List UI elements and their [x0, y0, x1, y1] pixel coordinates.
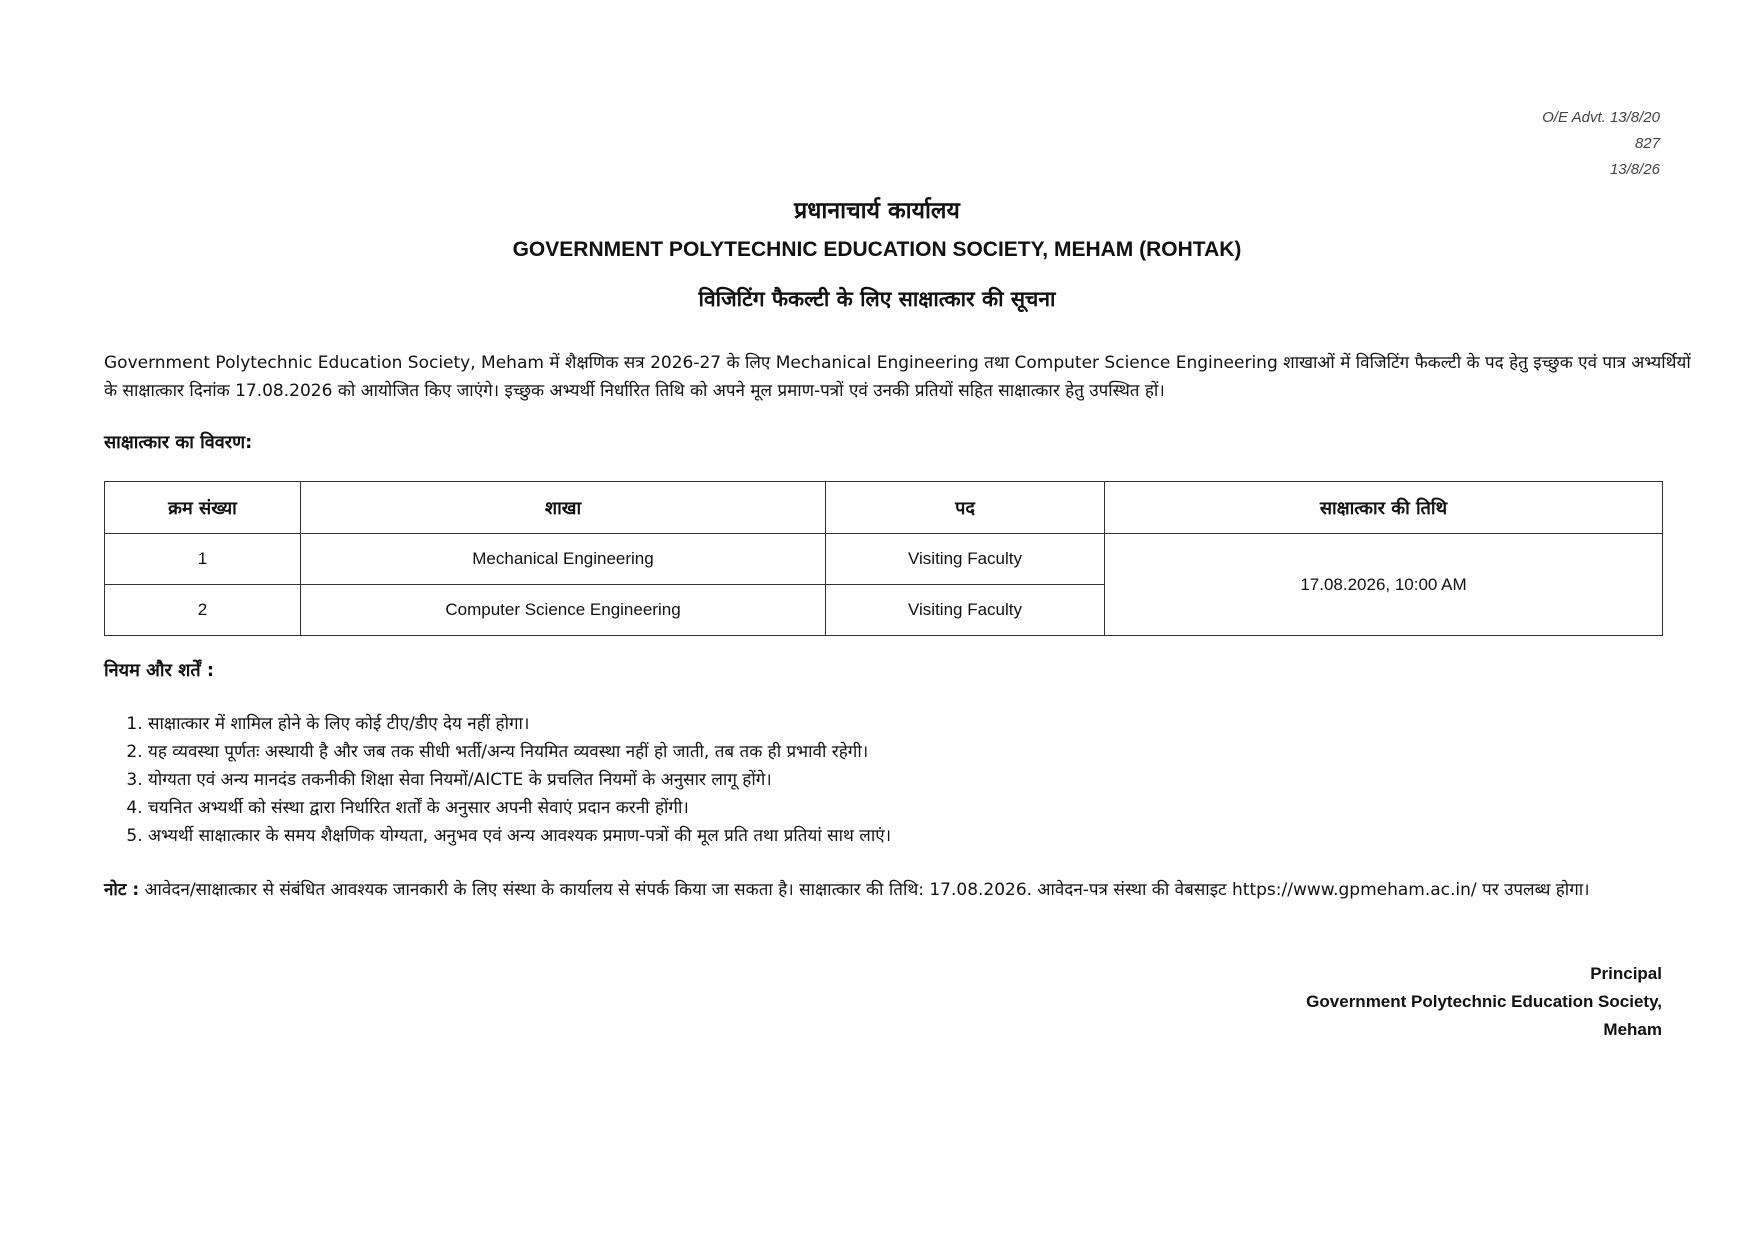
- column-header-post: पद: [826, 482, 1105, 534]
- list-item: 2. यह व्यवस्था पूर्णतः अस्थायी है और जब तक सीधी भर्ती/अन्य नियमित व्यवस्था नहीं हो जाती, तब तक ही प्रभावी रहेगी।: [148, 738, 1648, 766]
- interview-details-table: [104, 481, 1663, 636]
- note-text: आवेदन/साक्षात्कार से संबंधित आवश्यक जानकारी के लिए संस्था के कार्यालय से संपर्क किया जा सकता है। साक्षात्कार की तिथि: 17.08.2026. आवेदन-पत्र संस्था की वेबसाइट https://www.gpmeham.ac.in/ पर उपलब्ध होगा।: [144, 880, 1590, 900]
- signature-organization: Government Polytechnic Education Society,: [1306, 992, 1662, 1011]
- office-heading: प्रधानाचार्य कार्यालय: [794, 198, 960, 224]
- reference-advt: O/E Advt. 13/8/20: [1542, 109, 1660, 126]
- note-paragraph: [104, 876, 1662, 904]
- reference-block: [1542, 105, 1660, 183]
- signature-place: Meham: [1603, 1020, 1662, 1039]
- table-row: [105, 534, 1663, 585]
- column-header-interview-date: साक्षात्कार की तिथि: [1105, 482, 1663, 534]
- rules-list: [104, 710, 1648, 850]
- cell-branch: Mechanical Engineering: [301, 534, 826, 585]
- table-header-row: [105, 482, 1663, 534]
- list-item: 5. अभ्यर्थी साक्षात्कार के समय शैक्षणिक योग्यता, अनुभव एवं अन्य आवश्यक प्रमाण-पत्रों की मूल प्रति तथा प्रतियां साथ लाएं।: [148, 822, 1648, 850]
- rules-title: नियम और शर्तें :: [104, 660, 215, 681]
- intro-paragraph: [104, 349, 1691, 405]
- cell-branch: Computer Science Engineering: [301, 585, 826, 636]
- interview-details-title: साक्षात्कार का विवरण:: [104, 432, 253, 453]
- intro-line-1: Government Polytechnic Education Society, Meham में शैक्षणिक सत्र 2026-27 के लिए Mechanical Engineering तथा Computer Science Engineering शाखाओं में विजिटिंग फैकल्टी के पद हेतु इच्छुक एवं पात्र अभ्यर्थियों: [104, 353, 1691, 373]
- column-header-branch: शाखा: [301, 482, 826, 534]
- intro-line-2: के साक्षात्कार दिनांक 17.08.2026 को आयोजित किए जाएंगे। इच्छुक अभ्यर्थी निर्धारित तिथि को अपने मूल प्रमाण-पत्रों एवं उनकी प्रतियों सहित साक्षात्कार हेतु उपस्थित हों।: [104, 381, 1165, 401]
- reference-number: 827: [1634, 135, 1660, 152]
- society-heading: GOVERNMENT POLYTECHNIC EDUCATION SOCIETY, MEHAM (ROHTAK): [512, 238, 1242, 261]
- cell-sno: 1: [105, 534, 301, 585]
- reference-date: 13/8/26: [1609, 161, 1660, 178]
- list-item: 1. साक्षात्कार में शामिल होने के लिए कोई टीए/डीए देय नहीं होगा।: [148, 710, 1648, 738]
- list-item: 3. योग्यता एवं अन्य मानदंड तकनीकी शिक्षा सेवा नियमों/AICTE के प्रचलित नियमों के अनुसार लागू होंगे।: [148, 766, 1648, 794]
- list-item: 4. चयनित अभ्यर्थी को संस्था द्वारा निर्धारित शर्तों के अनुसार अपनी सेवाएं प्रदान करनी होंगी।: [148, 794, 1648, 822]
- notice-title: विजिटिंग फैकल्टी के लिए साक्षात्कार की सूचना: [698, 287, 1056, 311]
- cell-post: Visiting Faculty: [826, 534, 1105, 585]
- signature-block: [1306, 960, 1662, 1044]
- note-label: नोट :: [104, 880, 140, 900]
- cell-interview-date: 17.08.2026, 10:00 AM: [1105, 534, 1663, 636]
- cell-post: Visiting Faculty: [826, 585, 1105, 636]
- signature-designation: Principal: [1590, 964, 1662, 983]
- cell-sno: 2: [105, 585, 301, 636]
- column-header-sno: क्रम संख्या: [105, 482, 301, 534]
